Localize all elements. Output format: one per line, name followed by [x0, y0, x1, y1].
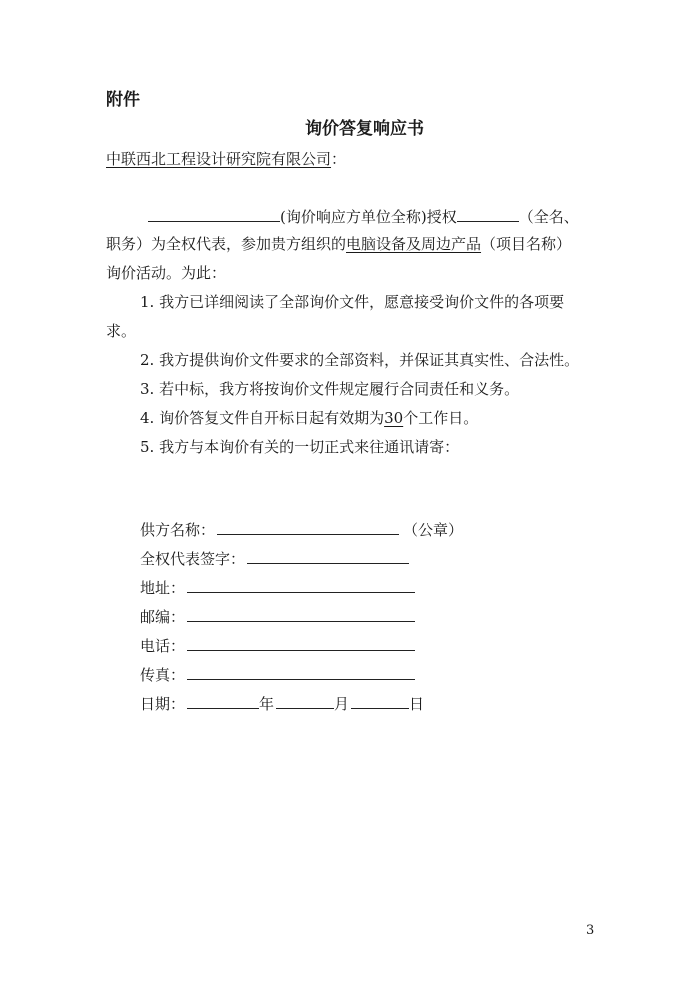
- fax-label: 传真：: [140, 666, 186, 684]
- seal-note: （公章）: [403, 521, 464, 539]
- project-name: 电脑设备及周边产品: [346, 235, 482, 253]
- item-4-text-b: 个工作日。: [403, 409, 479, 427]
- day-label: 日: [409, 695, 425, 713]
- auth-text-4: （项目名称）: [481, 235, 572, 253]
- item-4-text-a: 4. 询价答复文件自开标日起有效期为: [140, 409, 385, 427]
- address-field[interactable]: [187, 578, 415, 593]
- date-row: [140, 694, 424, 712]
- item-2: 2. 我方提供询价文件要求的全部资料，并保证其真实性、合法性。: [140, 351, 580, 369]
- authorization-line-2: [106, 237, 571, 252]
- representative-signature-field[interactable]: [247, 549, 409, 564]
- auth-text-3: 职务）为全权代表，参加贵方组织的: [106, 235, 347, 253]
- recipient-line: [106, 152, 346, 167]
- postcode-field[interactable]: [187, 607, 415, 622]
- item-1-line-2: 求。: [106, 322, 137, 340]
- postcode-row: [140, 607, 415, 625]
- supplier-name-label: 供方名称：: [140, 521, 216, 539]
- year-label: 年: [259, 695, 275, 713]
- attachment-label: 附件: [106, 90, 140, 110]
- auth-text-1: (询价响应方单位全称)授权: [280, 208, 457, 226]
- validity-days: 30: [384, 409, 404, 427]
- fax-field[interactable]: [187, 665, 415, 680]
- year-field[interactable]: [187, 694, 259, 709]
- representative-row: [140, 549, 409, 567]
- authorization-line-3: 询价活动。为此：: [106, 264, 227, 282]
- day-field[interactable]: [351, 694, 409, 709]
- page-number: 3: [586, 923, 595, 938]
- phone-label: 电话：: [140, 637, 186, 655]
- recipient-name: 中联西北工程设计研究院有限公司: [106, 150, 332, 168]
- auth-text-2: （全名、: [518, 208, 579, 226]
- item-4: [140, 411, 478, 426]
- phone-field[interactable]: [187, 636, 415, 651]
- item-5: 5. 我方与本询价有关的一切正式来往通讯请寄：: [140, 438, 460, 456]
- address-row: [140, 578, 415, 596]
- representative-name-blank[interactable]: [457, 207, 519, 222]
- address-label: 地址：: [140, 579, 186, 597]
- phone-row: [140, 636, 415, 654]
- date-label: 日期：: [140, 695, 186, 713]
- month-label: 月: [334, 695, 350, 713]
- supplier-name-field[interactable]: [217, 520, 399, 535]
- item-1-line-1: 1. 我方已详细阅读了全部询价文件，愿意接受询价文件的各项要: [140, 293, 565, 311]
- recipient-suffix: ：: [331, 150, 347, 168]
- postcode-label: 邮编：: [140, 608, 186, 626]
- company-name-blank[interactable]: [148, 207, 280, 222]
- item-3: 3. 若中标，我方将按询价文件规定履行合同责任和义务。: [140, 380, 520, 398]
- representative-signature-label: 全权代表签字：: [140, 550, 246, 568]
- authorization-line-1: [148, 207, 579, 225]
- fax-row: [140, 665, 415, 683]
- document-title: 询价答复响应书: [305, 119, 424, 139]
- month-field[interactable]: [276, 694, 334, 709]
- supplier-name-row: [140, 520, 463, 538]
